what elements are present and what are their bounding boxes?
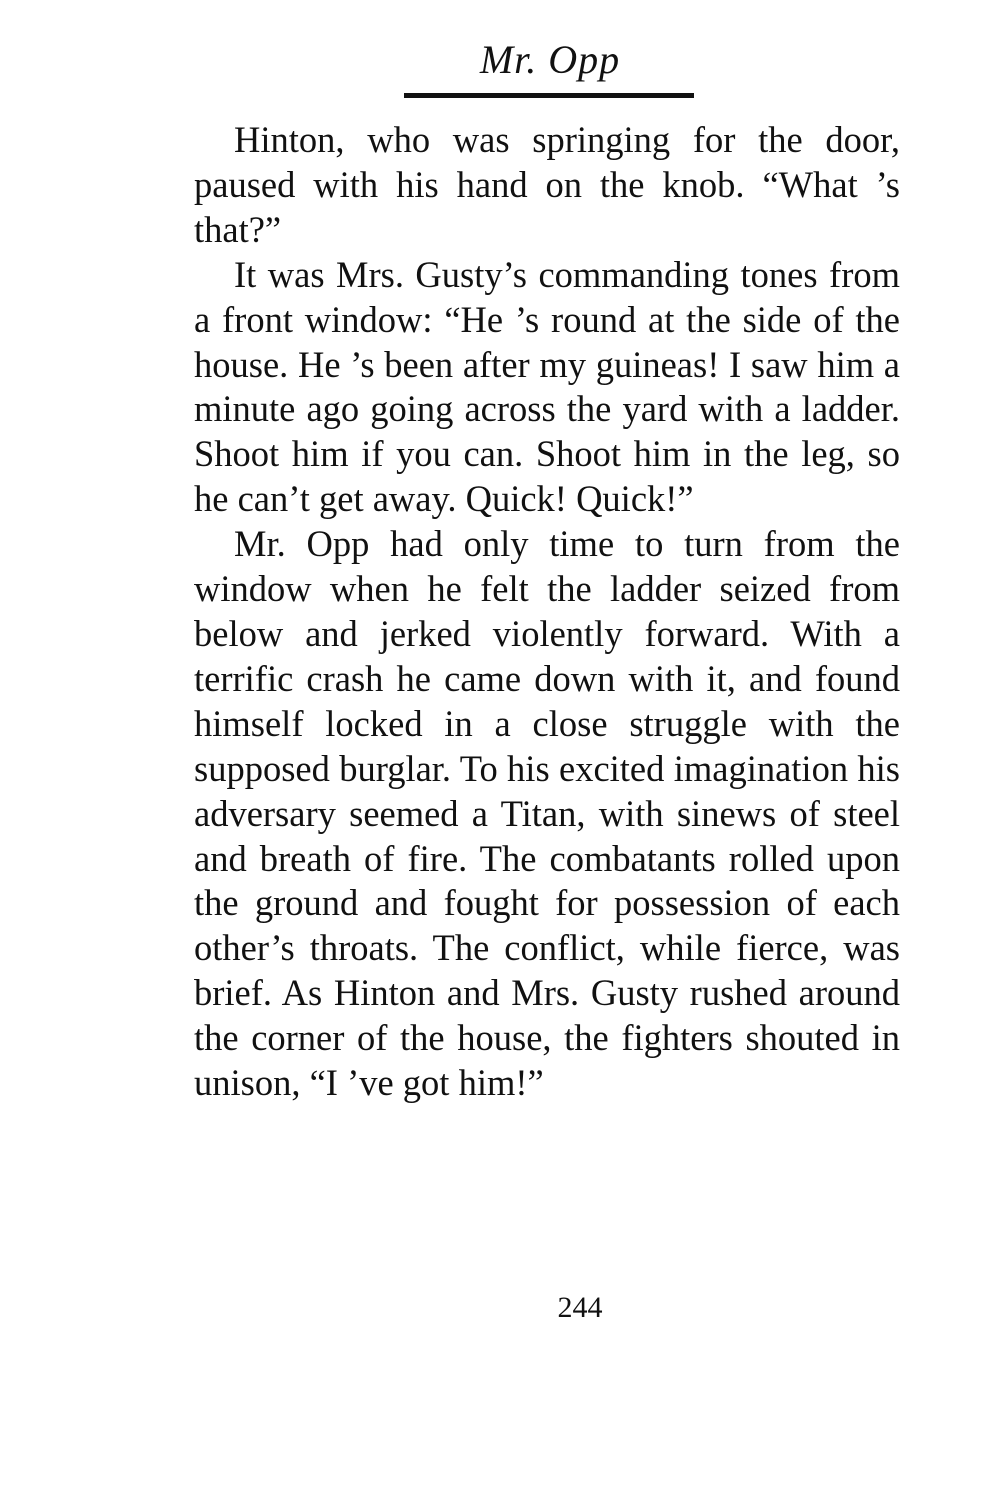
- body-text: [194, 118, 900, 1106]
- paragraph-3: Mr. Opp had only time to turn from the window when he felt the ladder seized from below and jerked violently forward. With a terrific crash he came down with it, and found himself locked in a close struggle with the supposed burglar. To his excited imagination his adversary seemed a Titan, with sinews of steel and breath of fire. The combatants rolled upon the ground and fought for possession of each other’s throats. The conflict, while fierce, was brief. As Hinton and Mrs. Gusty rushed around the corner of the house, the fighters shouted in unison, “I ’ve got him!”: [194, 523, 900, 1104]
- running-head: Mr. Opp: [479, 37, 621, 82]
- header-rule: [404, 93, 694, 98]
- paragraph-1: Hinton, who was springing for the door, paused with his hand on the knob. “What ’s that?”: [194, 119, 900, 250]
- page-number: 244: [557, 1291, 603, 1324]
- paragraph-2: It was Mrs. Gusty’s commanding tones from a front window: “He ’s round at the side of the house. He ’s been after my guineas! I saw him a minute ago going across the yard with a ladder. Shoot him if you can. Shoot him in the leg, so he can’t get away. Quick! Quick!”: [194, 253, 900, 520]
